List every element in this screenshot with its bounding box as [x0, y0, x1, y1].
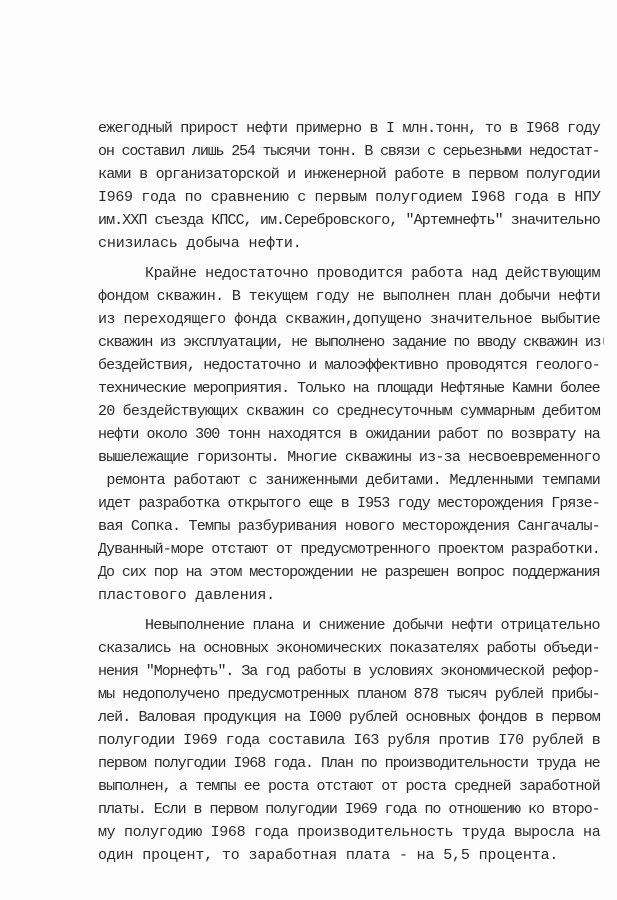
- text-line: технические мероприятия. Только на площади Нефтяные Камни более: [98, 380, 600, 397]
- text-line: фондом скважин. В текущем году не выполнен план добычи нефти: [98, 288, 601, 305]
- text-line: му полугодию I968 года производительность труда выросла на: [98, 824, 601, 841]
- text-line: ками в организаторской и инженерной работе в первом полугодии: [98, 166, 600, 183]
- text-line: вая Сопка. Темпы разбуривания нового месторождения Сангачалы-: [98, 518, 600, 535]
- text-line: платы. Если в первом полугодии I969 года по отношению ко второ-: [98, 801, 600, 818]
- text-line: I969 года по сравнению с первым полугодием I968 года в НПУ: [98, 189, 601, 206]
- text-line: мы недополучено предусмотренных планом 878 тысяч рублей прибы-: [98, 686, 600, 703]
- text-line: нефти около 300 тонн находятся в ожидании работ по возврату на: [98, 426, 600, 443]
- text-line: пластового давления.: [98, 587, 276, 604]
- text-line: До сих пор на этом месторождении не разрешен вопрос поддержания: [98, 564, 600, 581]
- text-line: первом полугодии I968 года. План по производительности труда не: [98, 755, 600, 772]
- text-line: лей. Валовая продукция на I000 рублей основных фондов в первом: [98, 709, 600, 726]
- text-line: вышележащие горизонты. Многие скважины из-за несвоевременного: [98, 449, 600, 466]
- text-line: снизилась добыча нефти.: [98, 235, 302, 252]
- text-line: Невыполнение плана и снижение добычи нефти отрицательно: [145, 617, 600, 634]
- text-line: ежегодный прирост нефти примерно в I млн.тонн, то в I968 году: [98, 120, 600, 137]
- text-line: из переходящего фонда скважин,допущено значительное выбытие: [98, 311, 601, 328]
- text-line: идет разработка открытого еще в I953 году месторождения Грязе-: [98, 495, 600, 512]
- text-line: им.XXП съезда КПСС, им.Серебровского, "Артемнефть" значительно: [98, 212, 600, 229]
- text-line: Дуванный-море отстают от предусмотренного проектом разработки.: [98, 541, 600, 558]
- text-line: бездействия, недостаточно и малоэффективно проводятся геолого-: [98, 357, 600, 374]
- text-line: один процент, то заработная плата - на 5,5 процента.: [98, 847, 559, 864]
- text-line: сказались на основных экономических показателях работы объеди-: [98, 640, 600, 657]
- text-line: 20 бездействующих скважин со среднесуточным суммарным дебитом: [98, 403, 600, 420]
- text-line: он составил лишь 254 тысячи тонн. В связи с серьезными недостат-: [98, 143, 600, 160]
- text-line: нения "Морнефть". За год работы в условиях экономической рефор-: [98, 663, 600, 680]
- text-line: скважин из эксплуатации, не выполнено задание по вводу скважин из: [98, 334, 601, 351]
- text-line: полугодии I969 года составила I63 рубля против I70 рублей в: [98, 732, 601, 749]
- text-line: ремонта работают с заниженными дебитами. Медленными темпами: [98, 472, 601, 489]
- margin-mark: [603, 337, 607, 345]
- text-line: Крайне недостаточно проводится работа над действующим: [145, 265, 601, 282]
- text-line: выполнен, а темпы ее роста отстают от роста средней заработной: [98, 778, 600, 795]
